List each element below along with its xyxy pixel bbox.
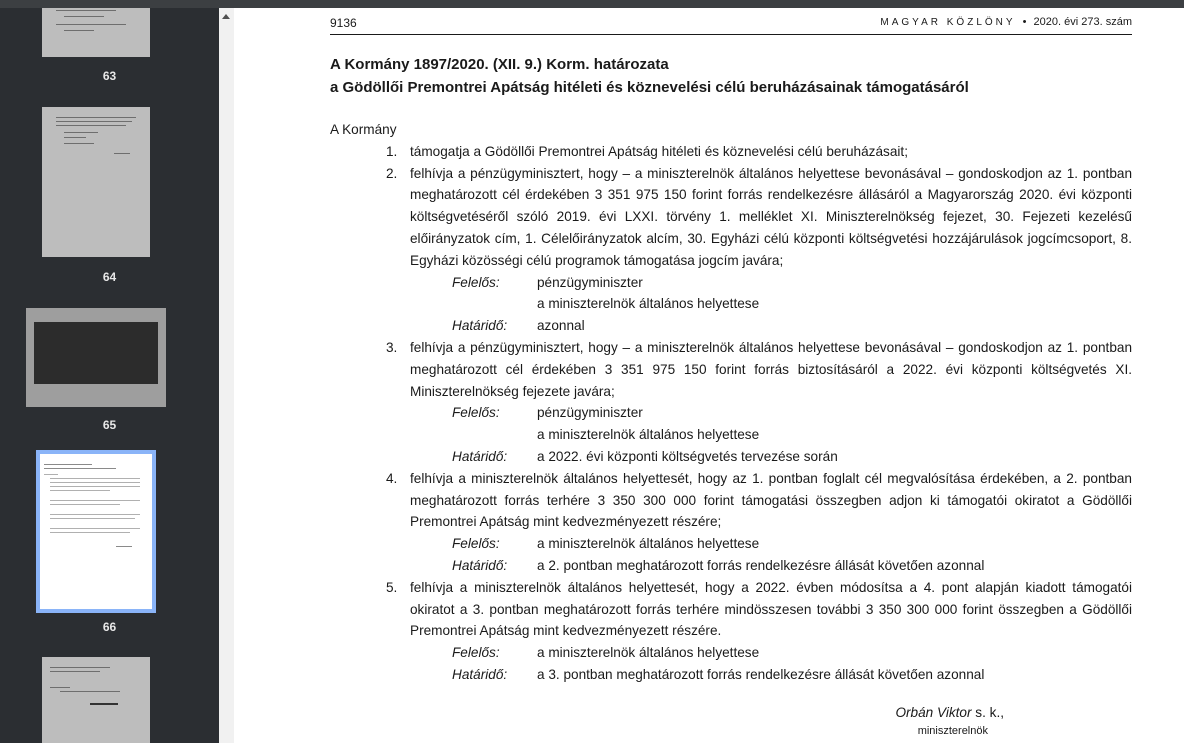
intro-text: A Kormány (330, 122, 397, 137)
title-line-2: a Gödöllői Premontrei Apátság hitéleti és köznevelési célú beruházásainak támogatásáról (330, 79, 969, 96)
page-number: 9136 (330, 16, 357, 30)
viewer-top-bar (0, 0, 1184, 8)
item-text: felhívja a pénzügyminisztert, hogy – a miniszterelnök általános helyettese bevonásával – gondoskodjon az 1. pontban meghatározott cél érdekében 3 351 975 150 forint forrás biztosításáról a 2022. évi központi költségvetés XI. Miniszterelnökség fejezete javára; (410, 339, 1132, 399)
item-number: 1. (386, 143, 398, 159)
responsible-row (330, 424, 1132, 446)
thumbnail-page-66-current[interactable] (36, 450, 156, 613)
responsible-row (330, 402, 1132, 424)
deadline-value: a 2022. évi központi költségvetés tervezése során (537, 448, 838, 464)
responsible-value: pénzügyminiszter (537, 274, 643, 290)
signature (895, 705, 1004, 720)
signature-suffix: s. k., (971, 705, 1004, 720)
responsible-label: Felelős: (452, 274, 500, 290)
thumbnail-page-65[interactable] (26, 308, 166, 407)
thumbnail-label: 63 (102, 69, 117, 83)
deadline-label: Határidő: (452, 557, 508, 573)
item-text: felhívja a miniszterelnök általános helyettesét, hogy a 2022. évben módosítsa a 4. pont alapján kiadott támogatói okiratot a 3. pontban meghatározott forrás terhére mindösszesen további 3 350 300 000 forint összegben a Gödöllői Premontrei Apátság mint kedvezményezett részére. (410, 579, 1132, 639)
deadline-row (330, 315, 1132, 337)
thumbnail-page-63[interactable] (42, 8, 150, 57)
responsible-value: a miniszterelnök általános helyettese (537, 427, 760, 443)
deadline-row (330, 664, 1132, 686)
scroll-up-arrow-icon[interactable] (222, 14, 230, 19)
responsible-label: Felelős: (452, 536, 500, 552)
deadline-label: Határidő: (452, 666, 508, 682)
resolution-title (330, 53, 969, 99)
responsible-row (330, 293, 1132, 315)
responsible-value: a miniszterelnök általános helyettese (537, 645, 760, 661)
resolution-body (330, 119, 1132, 686)
title-line-1: A Kormány 1897/2020. (XII. 9.) Korm. határozata (330, 56, 669, 73)
deadline-row (330, 555, 1132, 577)
responsible-value: a miniszterelnök általános helyettese (537, 296, 760, 312)
issue-label: 2020. évi 273. szám (1033, 16, 1132, 28)
responsible-value: a miniszterelnök általános helyettese (537, 536, 760, 552)
deadline-value: a 3. pontban meghatározott forrás rendelkezésre állását követően azonnal (537, 666, 985, 682)
item-text: támogatja a Gödöllői Premontrei Apátság hitéleti és köznevelési célú beruházásait; (410, 143, 908, 159)
deadline-value: a 2. pontban meghatározott forrás rendelkezésre állását követően azonnal (537, 557, 985, 573)
deadline-label: Határidő: (452, 318, 508, 334)
item-text: felhívja a pénzügyminisztert, hogy – a miniszterelnök általános helyettese bevonásával – gondoskodjon az 1. pontban meghatározott cél érdekében 3 351 975 150 forint forrás rendelkezésre állásáról a Magyarország 2020. évi központi költségvetéséről szóló 2019. évi LXXI. törvény 1. melléklet XI. Miniszterelnökség fejezet, 30. Fejezeti kezelésű előirányzatok cím, 1. Célelőirányzatok alcím, 30. Egyházi célú központi költségvetési hozzájárulások jogcímcsoport, 8. Egyházi közösségi célú programok támogatása jogcím javára; (410, 165, 1132, 268)
list-item (330, 337, 1132, 402)
thumbnail-label: 66 (102, 620, 117, 634)
item-number: 3. (386, 339, 398, 355)
responsible-row (330, 272, 1132, 294)
signature-role: miniszterelnök (917, 725, 988, 737)
list-item (330, 163, 1132, 272)
deadline-row (330, 446, 1132, 468)
running-header (880, 16, 1132, 28)
list-item (330, 141, 1132, 163)
signature-name: Orbán Viktor (895, 705, 972, 720)
thumbnail-page-67[interactable] (42, 657, 150, 743)
journal-name: MAGYAR KÖZLÖNY (880, 17, 1016, 28)
list-item (330, 468, 1132, 533)
thumbnail-sidebar[interactable] (0, 8, 219, 743)
item-number: 4. (386, 470, 398, 486)
item-number: 5. (386, 579, 398, 595)
thumbnail-page-64[interactable] (42, 107, 150, 257)
responsible-value: pénzügyminiszter (537, 405, 643, 421)
header-rule (330, 34, 1132, 35)
document-page (234, 8, 1184, 743)
deadline-value: azonnal (537, 318, 585, 334)
item-text: felhívja a miniszterelnök általános helyettesét, hogy az 1. pontban foglalt cél megvalósítása érdekében, a 2. pontban meghatározott forrás terhére 3 350 300 000 forint támogatási összegben adjon ki támogatói okiratot a Gödöllői Premontrei Apátság mint kedvezményezett részére; (410, 470, 1132, 530)
document-scrollbar[interactable] (219, 8, 234, 743)
item-number: 2. (386, 165, 398, 181)
responsible-row (330, 533, 1132, 555)
deadline-label: Határidő: (452, 448, 508, 464)
responsible-label: Felelős: (452, 645, 500, 661)
thumbnail-label: 64 (102, 270, 117, 284)
responsible-row (330, 642, 1132, 664)
header-bullet: • (1022, 16, 1027, 28)
responsible-label: Felelős: (452, 405, 500, 421)
thumbnail-label: 65 (102, 418, 117, 432)
list-item (330, 577, 1132, 642)
